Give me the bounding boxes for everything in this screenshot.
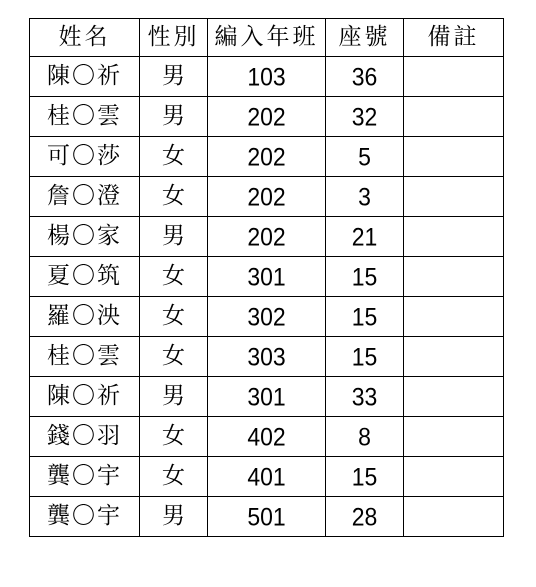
cell-note [404, 297, 504, 337]
table-row [30, 217, 504, 257]
cell-note [404, 57, 504, 97]
cell-class: 501 [208, 495, 326, 538]
cell-name: 夏〇筑 [30, 257, 140, 297]
cell-gender: 女 [140, 137, 208, 177]
cell-note [404, 377, 504, 417]
table-row [30, 497, 504, 537]
header-note: 備註 [404, 19, 504, 57]
cell-gender: 男 [140, 217, 208, 257]
cell-seat: 33 [326, 375, 404, 418]
table-body [30, 57, 504, 537]
cell-class: 202 [208, 215, 326, 258]
cell-name: 羅〇泱 [30, 297, 140, 337]
cell-name: 桂〇雲 [30, 337, 140, 377]
cell-seat: 5 [326, 135, 404, 178]
cell-name: 可〇莎 [30, 137, 140, 177]
table-row [30, 457, 504, 497]
header-seat: 座號 [326, 19, 404, 57]
cell-seat: 32 [326, 95, 404, 138]
student-roster-table [29, 18, 504, 537]
cell-gender: 女 [140, 417, 208, 457]
cell-class: 402 [208, 415, 326, 458]
cell-seat: 36 [326, 55, 404, 98]
cell-class: 301 [208, 375, 326, 418]
cell-gender: 女 [140, 177, 208, 217]
cell-name: 楊〇家 [30, 217, 140, 257]
cell-class: 301 [208, 255, 326, 298]
cell-class: 401 [208, 455, 326, 498]
table-row [30, 297, 504, 337]
cell-name: 桂〇雲 [30, 97, 140, 137]
cell-seat: 15 [326, 335, 404, 378]
cell-gender: 男 [140, 377, 208, 417]
cell-note [404, 97, 504, 137]
cell-seat: 15 [326, 255, 404, 298]
cell-name: 龔〇宇 [30, 457, 140, 497]
cell-name: 陳〇祈 [30, 57, 140, 97]
cell-class: 103 [208, 55, 326, 98]
cell-seat: 8 [326, 415, 404, 458]
table-header-row [30, 19, 504, 57]
cell-note [404, 417, 504, 457]
cell-note [404, 337, 504, 377]
cell-note [404, 137, 504, 177]
cell-gender: 男 [140, 57, 208, 97]
cell-seat: 3 [326, 175, 404, 218]
cell-class: 202 [208, 95, 326, 138]
cell-note [404, 497, 504, 537]
cell-note [404, 457, 504, 497]
cell-class: 303 [208, 335, 326, 378]
cell-seat: 21 [326, 215, 404, 258]
header-class: 編入年班 [208, 19, 326, 57]
cell-gender: 男 [140, 97, 208, 137]
cell-gender: 女 [140, 257, 208, 297]
cell-seat: 15 [326, 455, 404, 498]
cell-seat: 15 [326, 295, 404, 338]
cell-gender: 男 [140, 497, 208, 537]
cell-gender: 女 [140, 297, 208, 337]
header-name: 姓名 [30, 19, 140, 57]
table-row [30, 377, 504, 417]
cell-name: 錢〇羽 [30, 417, 140, 457]
cell-class: 202 [208, 135, 326, 178]
cell-gender: 女 [140, 337, 208, 377]
table-row [30, 97, 504, 137]
table-row [30, 417, 504, 457]
header-gender: 性別 [140, 19, 208, 57]
cell-class: 302 [208, 295, 326, 338]
cell-class: 202 [208, 175, 326, 218]
cell-name: 陳〇祈 [30, 377, 140, 417]
table-row [30, 337, 504, 377]
table-row [30, 177, 504, 217]
cell-seat: 28 [326, 495, 404, 538]
table-row [30, 57, 504, 97]
cell-gender: 女 [140, 457, 208, 497]
table-row [30, 137, 504, 177]
cell-name: 詹〇澄 [30, 177, 140, 217]
cell-note [404, 177, 504, 217]
cell-note [404, 217, 504, 257]
cell-name: 龔〇宇 [30, 497, 140, 537]
table-row [30, 257, 504, 297]
cell-note [404, 257, 504, 297]
